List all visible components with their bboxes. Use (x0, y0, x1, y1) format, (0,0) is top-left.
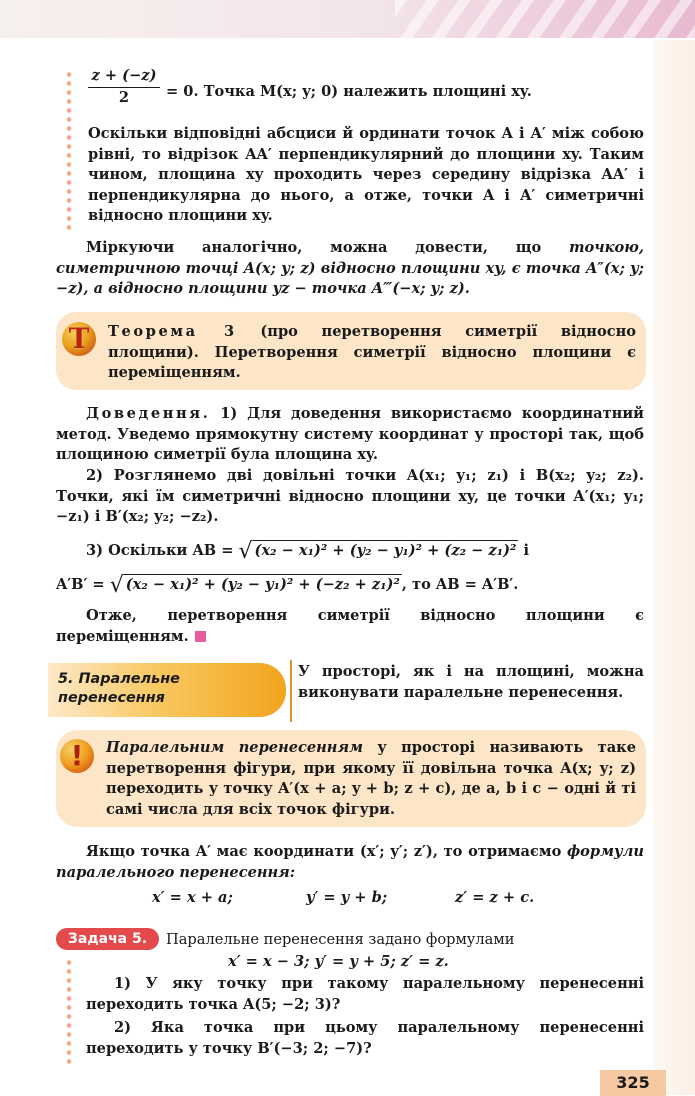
proof-p1-text: 1) Для доведення використаємо координатний метод. Уведемо прямокутну систему координат у просторі так, щоб площиною симетрії була площина xy. (56, 405, 644, 464)
section-label (48, 663, 286, 717)
proof-p4-root: (x₂ − x₁)² + (y₂ − y₁)² + (−z₂ + z₁)² (125, 576, 400, 593)
task-q2-text: 2) Яка точка при цьому паралельному перенесенні переходить у точку B′(−3; 2; −7)? (86, 1019, 644, 1057)
formulas-intro (56, 842, 644, 883)
formula-y: y′ = y + b; (306, 889, 388, 906)
analogy-italic: точкою, симетричною точці A(x; y; z) відносно площини xy, є точка A″(x; y; −z), а відносно площини yz − точка A‴(−x; y; z). (56, 239, 644, 298)
section-label-line2: перенесення (58, 690, 165, 706)
exclamation-icon (60, 739, 94, 773)
proof-p2-text: 2) Розглянемо дві довільні точки A(x₁; y₁; z₁) і B(x₂; y₂; z₂). Точки, які їм симетричні відносно площини xy, це точки A′(x₁; y₁; −z₁) і B′(x₂; y₂; −z₂). (56, 467, 644, 526)
intro-line (166, 82, 642, 103)
fraction (88, 66, 160, 108)
definition-term: Паралельним перенесенням (106, 739, 363, 756)
formula-x: x′ = x + a; (152, 889, 233, 906)
proof-p3-lead: 3) Оскільки AB = (86, 542, 239, 559)
task-q2 (86, 1018, 644, 1059)
proof-p5-text: Отже, перетворення симетрії відносно площини є переміщенням. (56, 607, 644, 645)
definition-text (106, 738, 636, 820)
proof-p3 (86, 540, 646, 562)
task-title-text: Паралельне перенесення задано формулами (166, 931, 515, 948)
fraction-denominator: 2 (118, 89, 130, 106)
intro-line-text: = 0. Точка M(x; y; 0) належить площині xy. (166, 83, 532, 100)
proof-p2 (56, 466, 644, 528)
sqrt-sign: √ (238, 539, 253, 564)
task-marker-dots (66, 958, 72, 1068)
analogy-paragraph (56, 238, 644, 300)
page-side-bar (653, 40, 695, 1095)
formula-z: z′ = z + c. (455, 889, 535, 906)
header-band (0, 0, 695, 38)
formulas-lead: Якщо точка A′ має координати (x′; y′; z′), то отримаємо (86, 843, 567, 860)
proof-marker-dots (66, 70, 72, 230)
analogy-lead: Міркуючи аналогічно, можна довести, що (86, 239, 570, 256)
fraction-numerator: z + (−z) (88, 66, 160, 88)
proof-p1 (56, 404, 644, 466)
section-label-line1: 5. Паралельне (58, 671, 180, 687)
theorem-title: Теорема 3 (108, 323, 237, 340)
section-intro (298, 662, 644, 703)
intro-paragraph-text: Оскільки відповідні абсциси й ординати точок A і A′ між собою рівні, то відрізок AA′ перпендикулярний до площини xy. Таким чином, площина xy проходить через середину відрізка AA′ і перпендикулярна до нього, а отже, точки A і A′ симетричні відносно площини xy. (88, 125, 644, 225)
header-stripes (395, 0, 695, 38)
sqrt-sign: √ (109, 573, 124, 598)
theorem-text (108, 322, 636, 384)
proof-p3-tail: і (518, 542, 530, 559)
theorem-icon-letter: Т (68, 322, 90, 355)
proof-title: Доведення. (86, 405, 211, 422)
task-badge: Задача 5. (56, 928, 159, 950)
theorem-body: (про перетворення симетрії відносно площини). Перетворення симетрії відносно площини є переміщенням. (108, 323, 636, 382)
page-number: 325 (600, 1070, 666, 1096)
proof-p4 (56, 574, 644, 596)
section-divider (290, 660, 292, 722)
exclamation-icon-glyph: ! (70, 739, 84, 772)
proof-p4-lead: A′B′ = (56, 576, 110, 593)
theorem-icon (62, 322, 96, 356)
proof-p4-tail: , то AB = A′B′. (401, 576, 519, 593)
section-intro-text: У просторі, як і на площині, можна виконувати паралельне перенесення. (298, 663, 644, 701)
proof-p5 (56, 606, 644, 647)
task-formula: x′ = x − 3; y′ = y + 5; z′ = z. (228, 953, 449, 970)
end-of-proof-square (195, 631, 206, 642)
definition-body: у просторі називають таке перетворення фігури, при якому її довільна точка A(x; y; z) переходить у точку A′(x + a; y + b; z + c), де a, b і c − одні й ті самі числа для всіх точок фігури. (106, 739, 636, 818)
task-q1 (86, 974, 644, 1015)
task-q1-text: 1) У яку точку при такому паралельному перенесенні переходить точка A(5; −2; 3)? (86, 975, 644, 1013)
proof-p3-root: (x₂ − x₁)² + (y₂ − y₁)² + (z₂ − z₁)² (254, 542, 517, 559)
task-title (166, 930, 642, 951)
formulas-italic: формули паралельного перенесення: (56, 843, 644, 881)
intro-paragraph (88, 124, 644, 227)
